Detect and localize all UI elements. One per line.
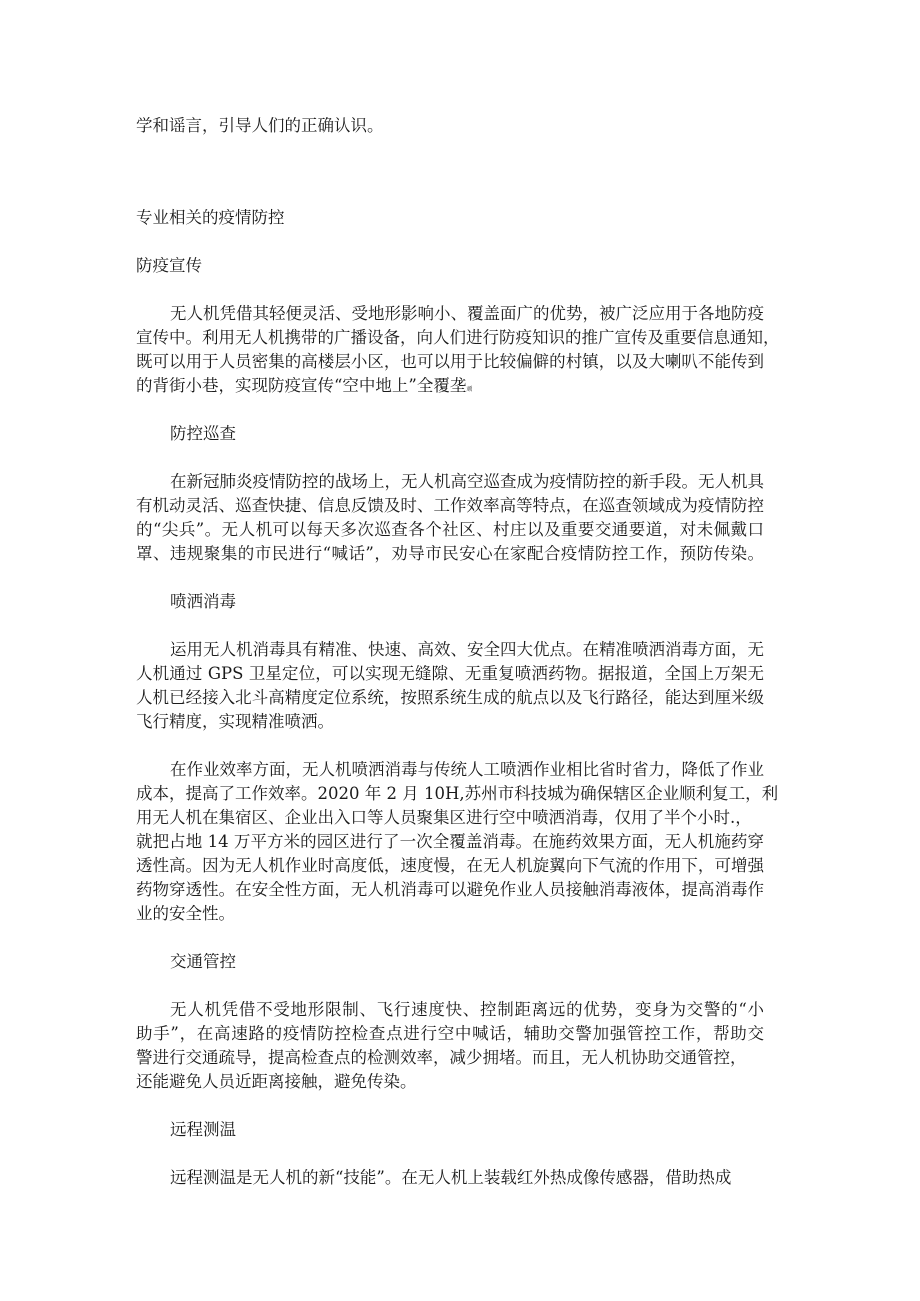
paragraph-publicity-line bbox=[136, 374, 472, 402]
paragraph-efficiency-line: 药物穿透性。在安全性方面，无人机消毒可以避免作业人员接触消毒液体，提高消毒作 bbox=[136, 880, 764, 899]
subsection-title-patrol: 防控巡查 bbox=[170, 424, 236, 443]
paragraph-publicity-text: 的背街小巷，实现防疫宣传“空中地上”全覆垄 bbox=[136, 376, 467, 395]
section-title: 专业相关的疫情防控 bbox=[136, 208, 285, 227]
paragraph-temperature-line: 远程测温是无人机的新“技能”。在无人机上装载红外热成像传感器，借助热成 bbox=[170, 1168, 732, 1187]
paragraph-traffic-line: 警进行交通疏导，提高检查点的检测效率，减少拥堵。而且，无人机协助交通管控， bbox=[136, 1048, 747, 1067]
subsection-title-disinfection: 喷洒消毒 bbox=[170, 592, 236, 611]
intro-tail-text: 学和谣言，引导人们的正确认识。 bbox=[136, 116, 384, 135]
paragraph-disinfection-line: 人机通过 GPS 卫星定位，可以实现无缝隙、无重复喷洒药物。据报道，全国上万架无 bbox=[136, 664, 764, 683]
paragraph-disinfection-line: 运用无人机消毒具有精准、快速、高效、安全四大优点。在精准喷洒消毒方面，无 bbox=[170, 640, 764, 659]
paragraph-traffic-line: 助手”，在高速路的疫情防控检查点进行空中喊话，辅助交警加强管控工作，帮助交 bbox=[136, 1024, 764, 1043]
paragraph-efficiency-line: 成本，提高了工作效率。2020 年 2 月 10H,苏州市科技城为确保辖区企业顺利复工，利 bbox=[136, 784, 779, 803]
subsection-title-publicity: 防疫宣传 bbox=[136, 256, 202, 275]
paragraph-patrol-line: 在新冠肺炎疫情防控的战场上，无人机高空巡查成为疫情防控的新手段。无人机具 bbox=[170, 472, 764, 491]
paragraph-efficiency-line: 业的安全性。 bbox=[136, 904, 235, 923]
paragraph-patrol-line: 的“尖兵”。无人机可以每天多次巡查各个社区、村庄以及重要交通要道，对未佩戴口 bbox=[136, 520, 764, 539]
paragraph-efficiency-line: 就把占地 14 万平方米的园区进行了一次全覆盖消毒。在施药效果方面，无人机施药穿 bbox=[136, 832, 764, 851]
paragraph-efficiency-line: 在作业效率方面，无人机喷洒消毒与传统人工喷洒作业相比省时省力，降低了作业 bbox=[170, 760, 764, 779]
subsection-title-temperature: 远程测温 bbox=[170, 1120, 236, 1139]
paragraph-disinfection-line: 飞行精度，实现精准喷洒。 bbox=[136, 712, 334, 731]
subsection-title-traffic: 交通管控 bbox=[170, 952, 236, 971]
paragraph-traffic-line: 还能避免人员近距离接触，避免传染。 bbox=[136, 1072, 417, 1091]
paragraph-efficiency-line: 用无人机在集宿区、企业出入口等人员聚集区进行空中喷洒消毒，仅用了半个小时.， bbox=[136, 808, 752, 827]
paragraph-publicity-line: 既可以用于人员密集的高楼层小区，也可以用于比较偏僻的村镇，以及大喇叭不能传到 bbox=[136, 352, 764, 371]
paragraph-publicity-line: 宣传中。利用无人机携带的广播设备，向人们进行防疫知识的推广宣传及重要信息通知， bbox=[136, 328, 780, 347]
paragraph-patrol-line: 有机动灵活、巡查快捷、信息反馈及时、工作效率高等特点，在巡查领域成为疫情防控 bbox=[136, 496, 764, 515]
paragraph-traffic-line: 无人机凭借不受地形限制、飞行速度快、控制距离远的优势，变身为交警的“小 bbox=[170, 1000, 764, 1019]
paragraph-patrol-line: 罩、违规聚集的市民进行“喊话”，劝导市民安心在家配合疫情防控工作，预防传染。 bbox=[136, 544, 764, 563]
paragraph-publicity-line: 无人机凭借其轻便灵活、受地形影响小、覆盖面广的优势，被广泛应用于各地防疫 bbox=[170, 304, 764, 323]
artifact-mark: 顽 bbox=[466, 386, 473, 393]
paragraph-efficiency-line: 透性高。因为无人机作业时高度低，速度慢，在无人机旋翼向下气流的作用下，可增强 bbox=[136, 856, 764, 875]
paragraph-disinfection-line: 人机已经接入北斗高精度定位系统，按照系统生成的航点以及飞行路径，能达到厘米级 bbox=[136, 688, 764, 707]
